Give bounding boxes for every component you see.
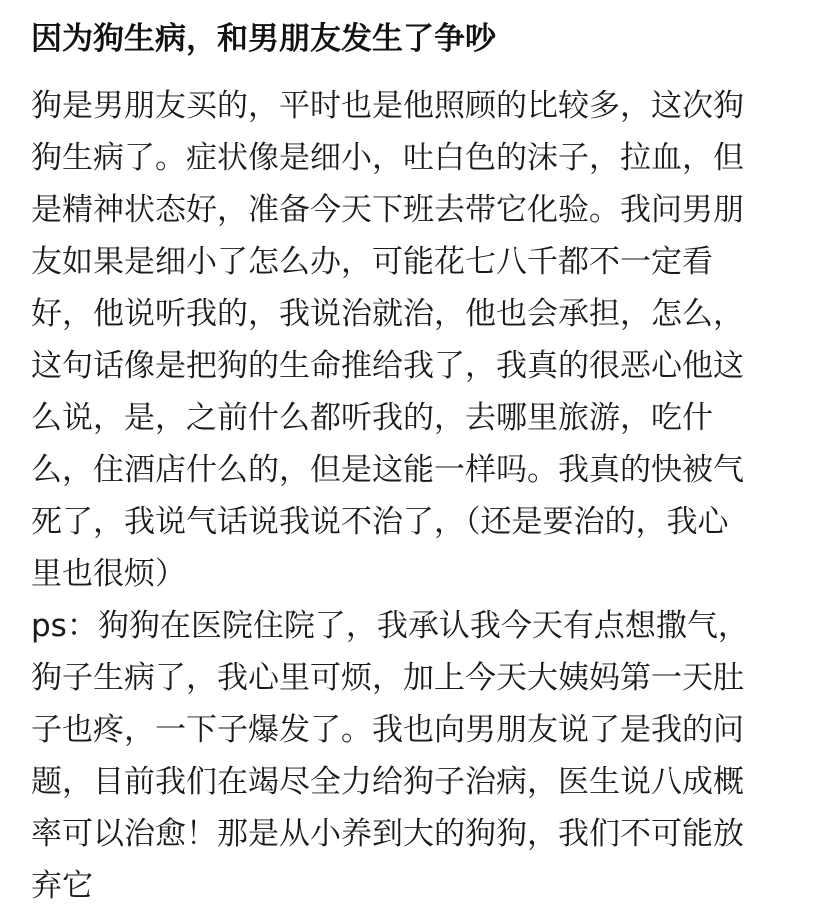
- post-body-line: 子也疼，一下子爆发了。我也向男朋友说了是我的问: [31, 712, 744, 748]
- post-body-line: 是精神状态好，准备今天下班去带它化验。我问男朋: [31, 192, 744, 228]
- post-body-line: 么，住酒店什么的，但是这能一样吗。我真的快被气: [31, 452, 744, 488]
- post-body-line: 这句话像是把狗的生命推给我了，我真的很恶心他这: [31, 348, 744, 384]
- post-body-line: 好，他说听我的，我说治就治，他也会承担，怎么，: [31, 296, 744, 332]
- post-body-line: 狗生病了。症状像是细小，吐白色的沫子，拉血，但: [31, 140, 744, 176]
- post-body-line: 死了，我说气话说我说不治了，（还是要治的，我心: [31, 504, 729, 540]
- post-body-line: 友如果是细小了怎么办，可能花七八千都不一定看: [31, 244, 713, 280]
- post-body-line: 狗子生病了，我心里可烦，加上今天大姨妈第一天肚: [31, 660, 744, 696]
- post-body-line: 弃它: [31, 868, 93, 904]
- post-body-line: 率可以治愈！那是从小养到大的狗狗，我们不可能放: [31, 816, 744, 852]
- post-body-line: 题，目前我们在竭尽全力给狗子治病，医生说八成概: [31, 764, 744, 800]
- post-body-line: 么说，是，之前什么都听我的，去哪里旅游，吃什: [31, 400, 713, 436]
- post-body-line: ps：狗狗在医院住院了，我承认我今天有点想撒气，: [31, 608, 749, 644]
- post-title: 因为狗生病，和男朋友发生了争吵: [31, 21, 496, 57]
- post-body-line: 里也很烦）: [31, 556, 186, 592]
- post-body-line: 狗是男朋友买的，平时也是他照顾的比较多，这次狗: [31, 88, 744, 124]
- post-body: [31, 80, 821, 912]
